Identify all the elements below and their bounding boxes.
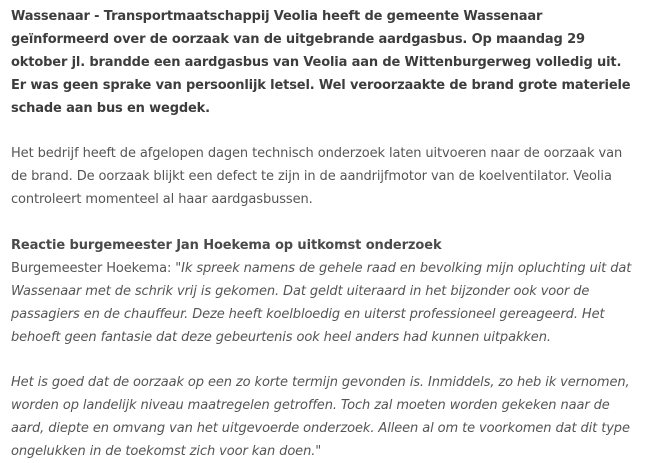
article-lead: Wassenaar - Transportmaatschappij Veolia heeft de gemeente Wassenaar geïnformeerd over de oorzaak van de uitgebrande aardgasbus. Op maandag 29 oktober jl. brandde een aardgasbus van Veolia aan de Wittenburgerweg volledig uit. Er was geen sprake van persoonlijk letsel. Wel veroorzaakte de brand grote materiele schade aan bus en wegdek. xyxy=(11,9,631,116)
article-paragraph: Het bedrijf heeft de afgelopen dagen technisch onderzoek laten uitvoeren naar de oorzaak van de brand. De oorzaak blijkt een defect te zijn in de aandrijfmotor van de koelventilator. Veolia controleert momenteel al haar aardgasbussen. xyxy=(11,146,623,207)
section-heading: Reactie burgemeester Jan Hoekema op uitkomst onderzoek xyxy=(11,238,442,253)
mayor-quote xyxy=(11,257,639,349)
quote-text: "Ik spreek namens de gehele raad en bevolking mijn opluchting uit dat Wassenaar met de schrik vrij is gekomen. Dat geldt uiteraard in het bijzonder ook voor de passagiers en de chauffeur. Deze heeft koelbloedig en uiterst professioneel gereageerd. Het behoeft geen fantasie dat deze gebeurtenis ook heel anders had kunnen uitpakken. xyxy=(11,261,632,345)
quote-continuation: Het is goed dat de oorzaak op een zo korte termijn gevonden is. Inmiddels, zo heb ik vernomen, worden op landelijk niveau maatregelen getroffen. Toch zal moeten worden gekeken naar de aard, diepte en omvang van het uitgevoerde onderzoek. Alleen al om te voorkomen dat dit type ongelukken in de toekomst zich voor kan doen." xyxy=(11,375,630,459)
quote-speaker: Burgemeester Hoekema: xyxy=(11,261,176,276)
